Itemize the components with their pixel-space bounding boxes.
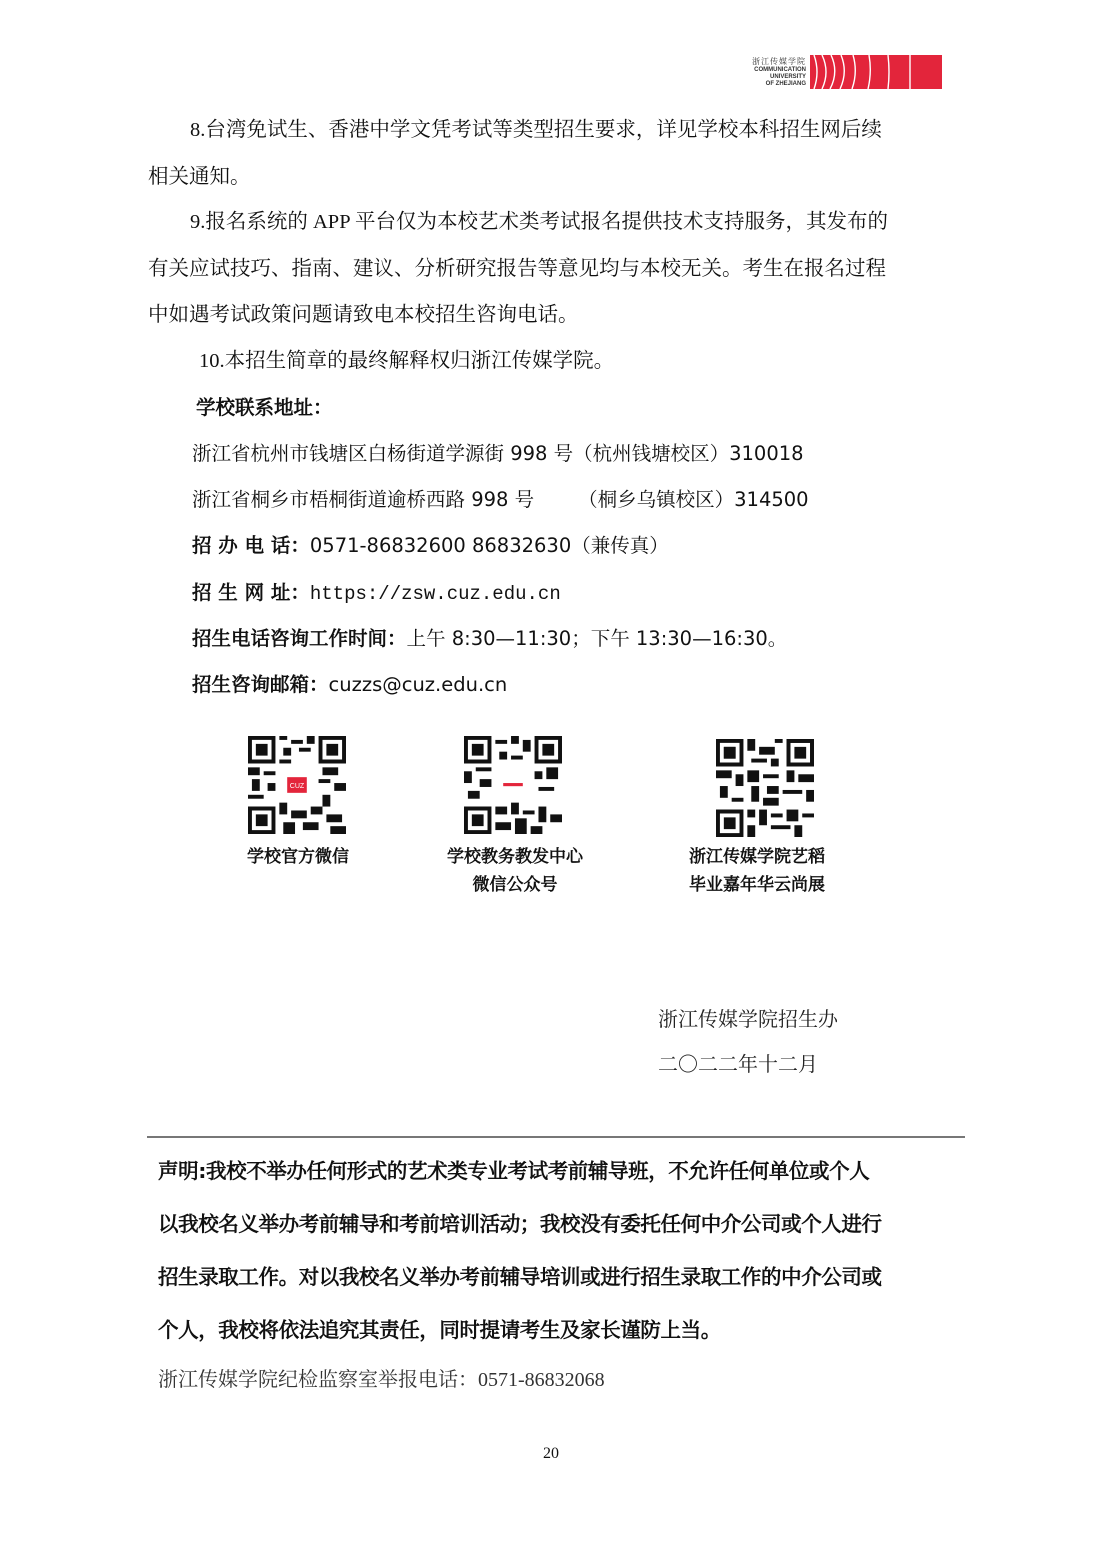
email-label: 招生咨询邮箱： — [192, 673, 329, 696]
item-10: 10.本招生简章的最终解释权归浙江传媒学院。 — [199, 350, 615, 372]
contact-heading: 学校联系地址： — [196, 396, 333, 419]
website-label: 招 生 网 址： — [192, 581, 310, 604]
item-9-line-2: 有关应试技巧、指南、建议、分析研究报告等意见均与本校无关。考生在报名过程 — [148, 258, 886, 280]
declaration-line-3: 招生录取工作。对以我校名义举办考前辅导培训或进行招生录取工作的中介公司或 — [158, 1265, 882, 1289]
qr-code-graduation-showcase[interactable] — [716, 739, 814, 837]
logo-en-line-1: COMMUNICATION — [754, 66, 806, 73]
phone-label: 招 办 电 话： — [192, 534, 310, 557]
hours-value: 上午 8:30—11:30；下午 13:30—16:30。 — [406, 627, 788, 650]
item-8-line-1: 8.台湾免试生、香港中学文凭考试等类型招生要求，详见学校本科招生网后续 — [190, 119, 882, 141]
qr-caption-graduation-showcase: 浙江传媒学院艺稻 毕业嘉年华云尚展 — [689, 847, 825, 895]
consultation-hours — [192, 623, 787, 651]
address-tongxiang-campus: （桐乡乌镇校区）314500 — [578, 488, 809, 511]
signature-date: 二〇二二年十二月 — [658, 1052, 818, 1076]
qr-caption-official-wechat: 学校官方微信 — [247, 847, 349, 867]
phone-value[interactable]: 0571-86832600 86832630（兼传真） — [309, 534, 669, 557]
logo-text — [752, 57, 806, 88]
address-tongxiang-street: 浙江省桐乡市梧桐街道逾桥西路 998 号 — [192, 488, 535, 511]
section-divider — [147, 1136, 965, 1138]
website-link[interactable]: https://zsw.cuz.edu.cn — [309, 583, 561, 605]
svg-text:CUZ: CUZ — [289, 783, 305, 791]
discipline-report-phone: 浙江传媒学院纪检监察室举报电话：0571-86832068 — [158, 1369, 605, 1391]
item-9-line-1: 9.报名系统的 APP 平台仅为本校艺术类考试报名提供技术支持服务，其发布的 — [190, 211, 888, 233]
page-number: 20 — [543, 1445, 559, 1462]
university-logo-icon — [810, 55, 942, 89]
logo-en-line-3: OF ZHEJIANG — [765, 80, 806, 87]
qr-code-academic-affairs[interactable] — [464, 736, 562, 834]
declaration-line-2: 以我校名义举办考前辅导和考前培训活动；我校没有委托任何中介公司或个人进行 — [158, 1212, 882, 1236]
logo-cn-name: 浙江传媒学院 — [752, 56, 806, 66]
consultation-email — [192, 669, 507, 697]
item-8-line-2: 相关通知。 — [148, 166, 251, 188]
logo-en-line-2: UNIVERSITY — [769, 73, 806, 80]
declaration-line-1: 声明:我校不举办任何形式的艺术类专业考试考前辅导班，不允许任何单位或个人 — [158, 1159, 870, 1183]
item-9-line-3: 中如遇考试政策问题请致电本校招生咨询电话。 — [148, 304, 579, 326]
declaration-line-4: 个人，我校将依法追究其责任，同时提请考生及家长谨防上当。 — [158, 1318, 721, 1342]
address-tongxiang — [192, 484, 809, 512]
qr-caption-academic-affairs: 学校教务教发中心 微信公众号 — [447, 847, 583, 895]
qr-code-official-wechat[interactable] — [248, 736, 346, 834]
admissions-phone — [192, 530, 669, 558]
address-hangzhou: 浙江省杭州市钱塘区白杨街道学源街 998 号（杭州钱塘校区）310018 — [192, 442, 804, 465]
email-link[interactable]: cuzzs@cuz.edu.cn — [328, 673, 508, 696]
hours-label: 招生电话咨询工作时间： — [192, 627, 407, 650]
university-logo — [752, 52, 954, 92]
signature-office: 浙江传媒学院招生办 — [658, 1007, 838, 1031]
admissions-website — [192, 577, 561, 605]
